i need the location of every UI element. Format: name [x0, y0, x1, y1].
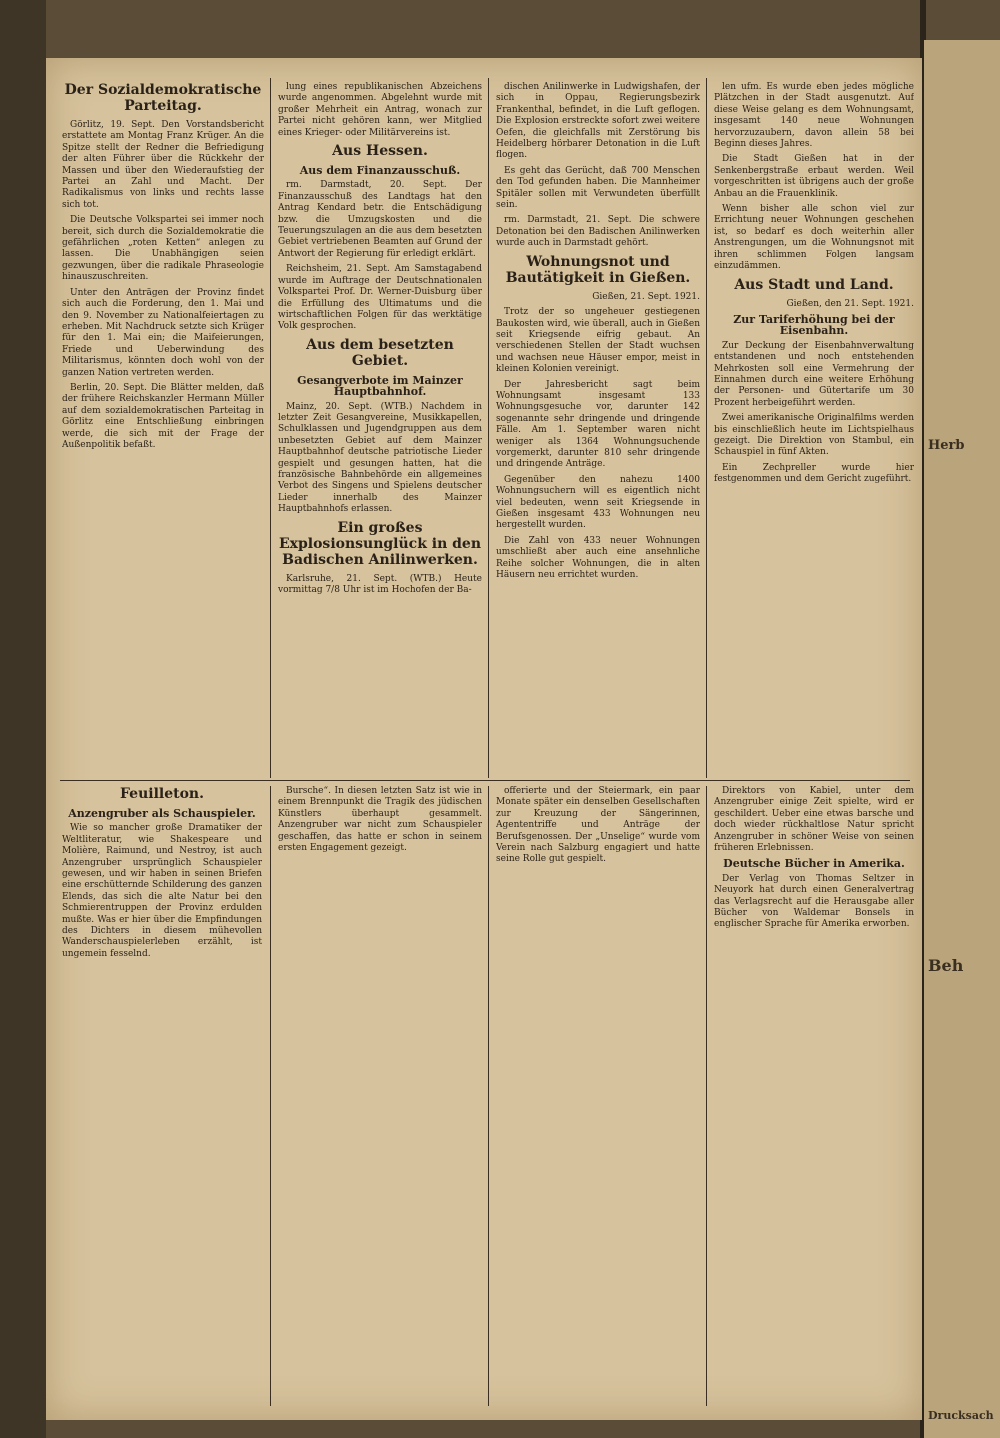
- feuilleton-subtitle: Anzengruber als Schauspieler.: [68, 807, 256, 820]
- article-paragraph: lung eines republikanischen Abzeichens wurde angenommen. Abgelehnt wurde mit großer Mehrheit ein Antrag, wonach zur Partei nicht gehören kann, wer Mitglied eines Krieger- oder Militärvereins ist.: [278, 82, 482, 138]
- feuilleton-title: Feuilleton.: [120, 786, 204, 802]
- section-heading-stadt-land: Aus Stadt und Land.: [734, 276, 894, 293]
- headline-parteitag: Der Sozialdemokratische Parteitag.: [64, 82, 262, 114]
- feuilleton-col-1: [62, 786, 262, 1406]
- subheading-finanzausschuss: Aus dem Finanzausschuß.: [299, 164, 461, 178]
- article-paragraph: Der Jahresbericht sagt beim Wohnungsamt insgesamt 133 Wohnungsgesuche vor, darunter 142 sogenannte sehr dringende und dringende Fälle. Am 1. September waren nicht weniger als 1364 Wohnungsuchende vorgemerkt, darunter 810 sehr dringende und dringende Anträge.: [496, 379, 700, 470]
- column-2: [278, 82, 482, 776]
- fragment-text: Drucksach: [928, 1409, 994, 1422]
- section-heading-hessen: Aus Hessen.: [332, 143, 428, 160]
- column-rule: [488, 78, 489, 778]
- feuilleton-paragraph: Bursche“. In diesen letzten Satz ist wie in einem Brennpunkt die Tragik des jüdischen Künstlers überhaupt gesammelt. Anzengruber war nicht zum Schauspieler geschaffen, das hatte er schon in seinem ersten Engagement gezeigt.: [278, 786, 482, 854]
- article-paragraph: Trotz der so ungeheuer gestiegenen Baukosten wird, wie überall, auch in Gießen seit Kriegsende eifrig gebaut. An verschiedenen Stellen der Stadt wuchsen und wachsen neue Häuser empor, meist in kleinen Kolonien vereinigt.: [496, 307, 700, 375]
- column-rule: [706, 78, 707, 778]
- feuilleton-paragraph: Wie so mancher große Dramatiker der Weltliteratur, wie Shakespeare und Molière, Raimund, und Nestroy, ist auch Anzengruber ursprünglich Schauspieler gewesen, und wir haben in seinen Briefen eine erschütternde Schilderung des ganzen Elends, das sich die alte Natur bei den Schmierentruppen der Provinz erdulden mußte. Was er hier über die Empfindungen des Dichters in diesem mühevollen Wanderschauspielerleben erzählt, ist ungemein fesselnd.: [62, 823, 262, 959]
- column-rule: [270, 78, 271, 778]
- article-paragraph: Reichsheim, 21. Sept. Am Samstagabend wurde im Auftrage der Deutschnationalen Volkspartei Prof. Dr. Werner-Duisburg über die Erfüllung des Ultimatums und die wirtschaftlichen Folgen für das werktätige Volk gesprochen.: [278, 264, 482, 332]
- fragment-text: Herb: [928, 438, 965, 453]
- note-title: Deutsche Bücher in Amerika.: [723, 857, 905, 871]
- section-heading-wohnungsnot: Wohnungsnot und Bautätigkeit in Gießen.: [505, 253, 691, 286]
- article-paragraph: Die Zahl von 433 neuer Wohnungen umschließt aber auch eine ansehnliche Reihe solcher Wohnungen, die in alten Häusern neu errichtet wurden.: [496, 535, 700, 581]
- article-paragraph: Die Stadt Gießen hat in der Senkenbergstraße erbaut werden. Weil vorgeschritten ist übrigens auch der große Anbau an die Frauenklinik.: [714, 154, 914, 199]
- article-paragraph: Berlin, 20. Sept. Die Blätter melden, daß der frühere Reichskanzler Hermann Müller auf dem sozialdemokratischen Parteitag in Görlitz eine Entschließung einbringen werde, die sich mit der Frage der Außenpolitik befaßt.: [62, 382, 264, 450]
- feuilleton-col-2: [278, 786, 482, 1406]
- feuilleton-col-3: [496, 786, 700, 1406]
- subheading-tariferhoehung: Zur Tariferhöhung bei der Eisenbahn.: [733, 312, 895, 338]
- fragment-text: Beh: [928, 956, 964, 975]
- dateline: Gießen, 21. Sept. 1921.: [592, 291, 700, 302]
- column-1: [62, 82, 264, 776]
- feuilleton-paragraph: Direktors von Kabiel, unter dem Anzengruber einige Zeit spielte, wird er geschildert. Ueber eine etwas barsche und doch wieder rückhaltlose Natur spricht Anzengruber in schöner Weise von seinen früheren Erlebnissen.: [714, 786, 914, 854]
- article-paragraph: rm. Darmstadt, 20. Sept. Der Finanzausschuß des Landtags hat den Antrag Kendard betr. die Entschädigung bzw. die Umzugskosten und die Teuerungszulagen an die aus dem besetzten Gebiet vertriebenen Beamten auf Grund der Antwort der Regierung für erledigt erklärt.: [278, 180, 482, 259]
- column-4: [714, 82, 914, 776]
- article-paragraph: Karlsruhe, 21. Sept. (WTB.) Heute vormittag 7/8 Uhr ist im Hochofen der Ba-: [278, 573, 482, 595]
- feuilleton-col-4: [714, 786, 914, 1406]
- article-paragraph: Die Deutsche Volkspartei sei immer noch bereit, sich durch die Sozialdemokratie die gefährlichen „roten Ketten“ anlegen zu lassen. Die Unabhängigen seien gezwungen, über die radikale Phraseologie hinauszuschreiten.: [62, 215, 264, 283]
- feuilleton-paragraph: offerierte und der Steiermark, ein paar Monate später ein denselben Gesellschaften zur Kreuzung der Sängerinnen, Agententriffe und Anträge der Berufsgenossen. Der „Unselige“ wurde vom Verein nach Salzburg engagiert und hatte seine Rolle gut gespielt.: [496, 786, 700, 865]
- left-page-edge: [0, 0, 46, 1438]
- article-paragraph: Mainz, 20. Sept. (WTB.) Nachdem in letzter Zeit Gesangvereine, Musikkapellen, Schulklassen und Jugendgruppen aus dem unbesetzten Gebiet auf dem Mainzer Hauptbahnhof deutsche patriotische Lieder gespielt und gesungen hatten, hat die französische Bahnbehörde ein allgemeines Verbot des Singens und Spielens deutscher Lieder innerhalb des Mainzer Hauptbahnhofs erlassen.: [278, 401, 482, 515]
- column-3: [496, 82, 700, 776]
- subheading-gesangverbote: Gesangverbote im Mainzer Hauptbahnhof.: [297, 373, 463, 399]
- article-paragraph: Wenn bisher alle schon viel zur Errichtung neuer Wohnungen geschehen ist, so bedarf es doch weiterhin aller Anstrengungen, um die Wohnungsnot mit ihren schlimmen Folgen langsam einzudämmen.: [714, 204, 914, 272]
- section-heading-besetzt: Aus dem besetzten Gebiet.: [306, 336, 454, 369]
- column-rule: [488, 786, 489, 1406]
- section-heading-explosion: Ein großes Explosionsunglück in den Badischen Anilinwerken.: [278, 519, 482, 568]
- newspaper-page: [46, 58, 922, 1420]
- column-rule: [706, 786, 707, 1406]
- article-paragraph: Görlitz, 19. Sept. Den Vorstandsbericht erstattete am Montag Franz Krüger. An die Spitze stellt der Redner die Befriedigung der alten Führer über die Rückkehr der Massen und über den Wiederaufstieg der Partei an Zahl und Macht. Der Radikalismus von links und rechts lasse sich tot.: [62, 120, 264, 210]
- column-rule: [270, 786, 271, 1406]
- article-paragraph: rm. Darmstadt, 21. Sept. Die schwere Detonation bei den Badischen Anilinwerken wurde auch in Darmstadt gehört.: [496, 215, 700, 249]
- article-paragraph: Ein Zechpreller wurde hier festgenommen und dem Gericht zugeführt.: [714, 462, 914, 485]
- adjacent-page-fragment: [924, 40, 1000, 1438]
- article-paragraph: len ufm. Es wurde eben jedes mögliche Plätzchen in der Stadt ausgenutzt. Auf diese Weise gelang es dem Wohnungsamt, insgesamt 140 neue Wohnungen hervorzuzaubern, davon allein 58 bei Beginn dieses Jahres.: [714, 82, 914, 150]
- article-paragraph: Zwei amerikanische Originalfilms werden bis einschließlich heute im Lichtspielhaus gezeigt. Die Direktion von Stambul, ein Schauspiel in fünf Akten.: [714, 413, 914, 458]
- article-paragraph: dischen Anilinwerke in Ludwigshafen, der sich in Oppau, Regierungsbezirk Frankenthal, befindet, in die Luft geflogen. Die Explosion erstreckte sofort zwei weitere Oefen, die gleichfalls mit Zerstörung bis Heidelberg hörbarer Detonation in die Luft flogen.: [496, 82, 700, 161]
- article-paragraph: Unter den Anträgen der Provinz findet sich auch die Forderung, den 1. Mai und den 9. November zu Nationalfeiertagen zu erheben. Mit Nachdruck setzte sich Krüger für den 1. Mai ein; die Maifeierungen, Friede und Ueberwindung des Militarismus, könnten doch wohl von der ganzen Nation vertreten werden.: [62, 287, 264, 378]
- feuilleton-divider: [60, 780, 910, 781]
- note-paragraph: Der Verlag von Thomas Seltzer in Neuyork hat durch einen Generalvertrag das Verlagsrecht auf die Herausgabe aller Bücher von Waldemar Bonsels in englischer Sprache für Amerika erworben.: [714, 873, 914, 930]
- article-paragraph: Zur Deckung der Eisenbahnverwaltung entstandenen und noch entstehenden Mehrkosten soll eine Vermehrung der Einnahmen durch eine weitere Erhöhung der Personen- und Gütertarife um 30 Prozent herbeigeführt werden.: [714, 340, 914, 408]
- dateline: Gießen, den 21. Sept. 1921.: [786, 298, 914, 309]
- article-paragraph: Es geht das Gerücht, daß 700 Menschen den Tod gefunden haben. Die Mannheimer Spitäler sollen mit Verwundeten überfüllt sein.: [496, 165, 700, 211]
- article-paragraph: Gegenüber den nahezu 1400 Wohnungsuchern will es eigentlich nicht viel bedeuten, wenn seit Kriegsende in Gießen insgesamt 433 Wohnungen neu hergestellt wurden.: [496, 474, 700, 531]
